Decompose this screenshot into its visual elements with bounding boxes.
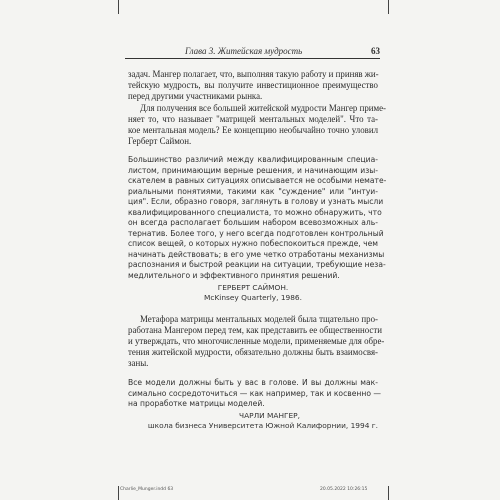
attribution-name: ЧАРЛИ МАНГЕР,: [239, 411, 300, 420]
quote-line: Большинство различий между квалифицированным специа-: [128, 155, 378, 164]
text-line: Метафора матрицы ментальных моделей была тщательно про-: [140, 314, 378, 324]
quote-line: квалифицированного специалиста, то можно обнаружить, что: [128, 207, 382, 217]
text-line: няет то, что называет "матрицей ментальных моделей". Что та-: [128, 113, 378, 124]
quote-line: Все модели должны быть у вас в голове. И вы должны мак-: [128, 378, 378, 387]
quote-line: симально сосредоточиться — как например, так и косвенно —: [128, 388, 381, 398]
crop-mark: [118, 0, 119, 14]
page-number: 63: [371, 46, 380, 56]
chapter-title: Глава 3. Житейская мудрость: [185, 46, 303, 56]
footer-timestamp: 20.05.2022 10:26:15: [320, 487, 368, 492]
text-line: заны.: [128, 357, 149, 368]
paragraph-1: [128, 69, 378, 102]
quote-line: ция". Если, образно говоря, заглянуть в голову и узнать мысли: [128, 197, 384, 206]
footer-file-info: Charlie_Munger.indd 63: [120, 487, 174, 492]
text-line: задач. Мангер полагает, что, выполняя такую работу и приняв жи-: [128, 69, 379, 79]
quote-line: тернатив. Более того, у него всегда подготовлен контрольный: [128, 228, 384, 238]
quote-line: листом, принимающим верные решения, и начинающим изы-: [128, 165, 378, 175]
header-rule: [125, 58, 380, 59]
attribution-simon: [128, 283, 378, 303]
quote-line: на проработке матрицы моделей.: [128, 399, 265, 408]
paragraph-2: [128, 103, 387, 147]
attribution-source: McKinsey Quarterly, 1986.: [204, 293, 302, 302]
text-line: тения житейской мудрости, обязательно должны быть взаимосвя-: [128, 346, 378, 357]
quote-munger: [128, 378, 381, 410]
quote-line: начинать действовать; в его уме четко отработаны механизмы: [128, 249, 385, 259]
crop-mark: [388, 0, 389, 14]
quote-line: список вещей, о которых нужно побеспокоиться прежде, чем: [128, 239, 378, 248]
text-line: Герберт Саймон.: [128, 135, 192, 146]
quote-line: медлительного и эффективного принятия решений.: [128, 270, 340, 280]
quote-line: скателем в равных ситуациях описывается не особыми немате-: [128, 176, 387, 185]
paragraph-3: [128, 314, 385, 369]
text-line: перед другими участниками рынка.: [128, 90, 263, 101]
text-line: тейскую мудрость, вы получите инвестиционное преимущество: [128, 79, 378, 90]
attribution-name: ГЕРБЕРТ САЙМОН.: [217, 283, 289, 292]
running-header: [185, 46, 380, 56]
quote-line: распознания и быстрой реакции на ситуации, требующие неза-: [128, 260, 386, 269]
quote-line: он всегда располагает большим набором всевозможных аль-: [128, 218, 378, 227]
attribution-munger: [128, 411, 378, 431]
quote-simon: [128, 155, 387, 281]
text-line: кое ментальная модель? Ее концепцию необычайно точно уловил: [128, 124, 378, 135]
crop-mark: [118, 486, 119, 500]
attribution-source: школа бизнеса Университета Южной Калифорнии, 1994 г.: [147, 421, 378, 430]
crop-mark: [388, 486, 389, 500]
quote-line: риальными понятиями, такими как "суждение" или "интуи-: [128, 186, 378, 196]
text-line: Для получения все большей житейской мудрости Мангер приме-: [140, 103, 387, 113]
text-line: работана Мангером перед тем, как представить ее общественности: [128, 324, 382, 335]
text-line: и утверждать, что многочисленные модели, применяемые для обре-: [128, 335, 385, 346]
